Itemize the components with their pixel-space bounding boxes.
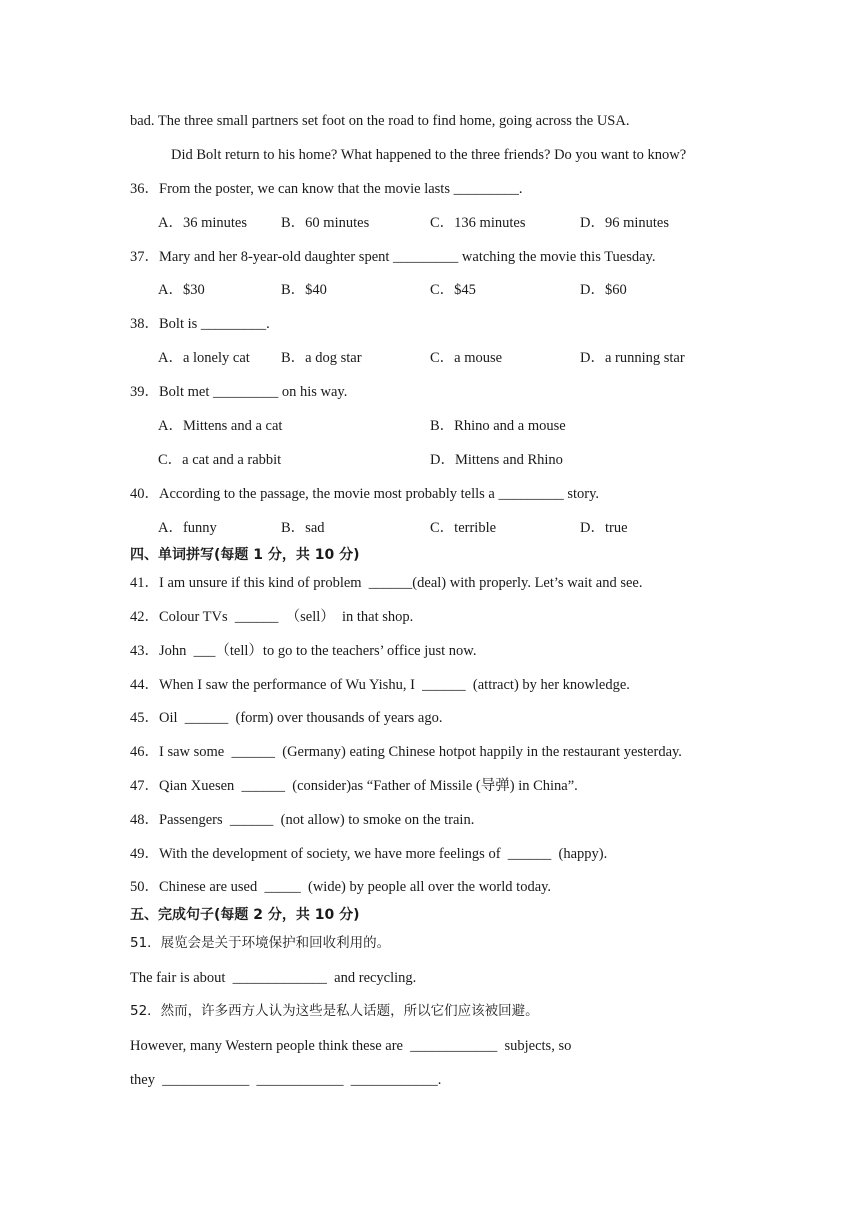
option-b: B．60 minutes: [281, 215, 370, 231]
option-d: D．a running star: [580, 350, 685, 366]
option-c: C．136 minutes: [430, 215, 526, 231]
option-d: D．Mittens and Rhino: [430, 452, 563, 468]
option-a: A．funny: [158, 520, 217, 536]
section-heading: 五、完成句子(每题 2 分，共 10 分): [130, 907, 360, 923]
question-stem: 39．Bolt met _________ on his way.: [130, 384, 348, 400]
option-b: B．a dog star: [281, 350, 362, 366]
sentence-prompt-chinese: 52．然而，许多西方人认为这些是私人话题，所以它们应该被回避。: [130, 1003, 539, 1019]
spelling-item: 48．Passengers ______ (not allow) to smoke on the train.: [130, 812, 475, 828]
sentence-completion: The fair is about _____________ and recycling.: [130, 970, 417, 986]
section-heading: 四、单词拼写(每题 1 分，共 10 分): [130, 547, 360, 563]
spelling-item: 41．I am unsure if this kind of problem ______(deal) with properly. Let’s wait and see.: [130, 575, 643, 591]
sentence-completion: However, many Western people think these are ____________ subjects, so: [130, 1038, 572, 1054]
option-d: D．96 minutes: [580, 215, 670, 231]
spelling-item: 45．Oil ______ (form) over thousands of years ago.: [130, 710, 443, 726]
option-a: A．$30: [158, 282, 205, 298]
question-stem: 38．Bolt is _________.: [130, 316, 270, 332]
option-d: D．true: [580, 520, 628, 536]
option-b: B．Rhino and a mouse: [430, 418, 566, 434]
option-a: A．a lonely cat: [158, 350, 250, 366]
spelling-item: 49．With the development of society, we have more feelings of ______ (happy).: [130, 846, 608, 862]
spelling-item: 46．I saw some ______ (Germany) eating Chinese hotpot happily in the restaurant yesterday.: [130, 744, 682, 760]
sentence-completion: they ____________ ____________ ____________.: [130, 1072, 442, 1088]
option-c: C．a cat and a rabbit: [158, 452, 282, 468]
spelling-item: 44．When I saw the performance of Wu Yishu, I ______ (attract) by her knowledge.: [130, 677, 630, 693]
option-b: B．$40: [281, 282, 327, 298]
option-c: C．a mouse: [430, 350, 503, 366]
question-stem: 36．From the poster, we can know that the movie lasts _________.: [130, 181, 523, 197]
option-d: D．$60: [580, 282, 627, 298]
spelling-item: 42．Colour TVs ______ （sell） in that shop.: [130, 609, 414, 625]
option-c: C．$45: [430, 282, 476, 298]
passage-line: bad. The three small partners set foot on the road to find home, going across the USA.: [130, 113, 630, 129]
passage-line: Did Bolt return to his home? What happened to the three friends? Do you want to know?: [171, 147, 687, 163]
spelling-item: 47．Qian Xuesen ______ (consider)as “Father of Missile (导弹) in China”.: [130, 778, 578, 794]
spelling-item: 43．John ___（tell）to go to the teachers’ office just now.: [130, 643, 477, 659]
spelling-item: 50．Chinese are used _____ (wide) by people all over the world today.: [130, 879, 552, 895]
question-stem: 40．According to the passage, the movie most probably tells a _________ story.: [130, 486, 600, 502]
option-c: C．terrible: [430, 520, 497, 536]
sentence-prompt-chinese: 51．展览会是关于环境保护和回收利用的。: [130, 935, 391, 951]
question-stem: 37．Mary and her 8-year-old daughter spent _________ watching the movie this Tuesday.: [130, 249, 656, 265]
option-b: B．sad: [281, 520, 325, 536]
option-a: A．36 minutes: [158, 215, 248, 231]
option-a: A．Mittens and a cat: [158, 418, 283, 434]
